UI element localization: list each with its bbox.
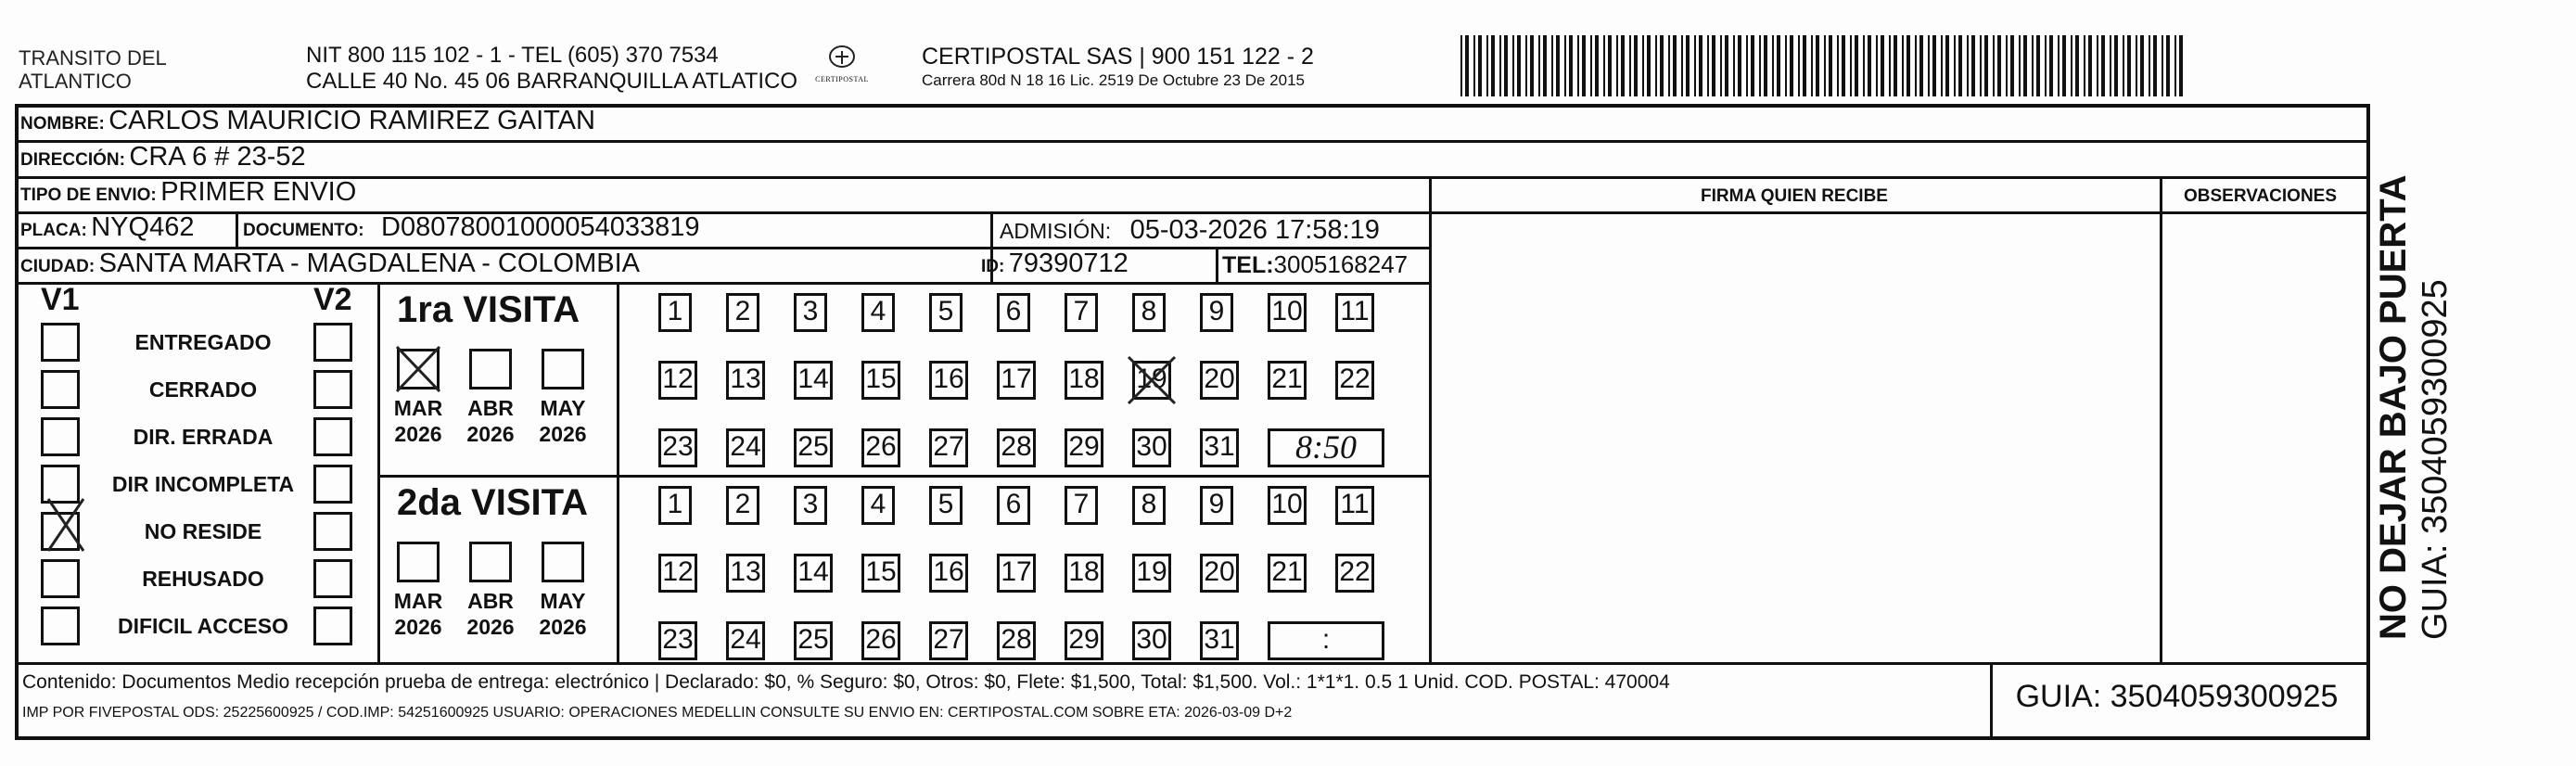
visit1-day-box[interactable]: 28 bbox=[997, 428, 1036, 467]
visit1-day-box[interactable]: 5 bbox=[929, 293, 963, 332]
barcode-bar bbox=[1465, 35, 1469, 96]
barcode-bar bbox=[1894, 35, 1897, 96]
v1-check-mark bbox=[46, 497, 85, 553]
barcode-bar bbox=[1816, 35, 1819, 96]
status-label: DIR INCOMPLETA bbox=[111, 472, 295, 496]
company-line: CERTIPOSTAL SAS | 900 151 122 - 2 bbox=[922, 44, 1314, 70]
visit2-day-box[interactable]: 27 bbox=[929, 621, 968, 660]
visit2-day-box[interactable]: 6 bbox=[997, 486, 1030, 525]
admission-label: ADMISIÓN: bbox=[1000, 219, 1112, 243]
id-label: ID: bbox=[981, 257, 1005, 276]
barcode-bar bbox=[1478, 35, 1482, 96]
visit1-day-box[interactable]: 26 bbox=[861, 428, 900, 467]
barcode-bar bbox=[1759, 35, 1761, 96]
visit1-day-box[interactable]: 23 bbox=[658, 428, 697, 467]
barcode-bar bbox=[2032, 35, 2034, 96]
barcode-bar bbox=[1694, 35, 1696, 96]
visit1-day-box[interactable]: 9 bbox=[1200, 293, 1233, 332]
visit2-month-checkbox[interactable] bbox=[469, 542, 512, 582]
city-field bbox=[20, 249, 640, 279]
visit2-day-box[interactable]: 8 bbox=[1132, 486, 1166, 525]
barcode-bar bbox=[1997, 35, 2001, 96]
barcode-bar bbox=[1616, 35, 1618, 96]
barcode-bar bbox=[1629, 35, 1631, 96]
barcode-bar bbox=[1525, 35, 1527, 96]
org-name-line1: TRANSITO DEL bbox=[19, 46, 167, 70]
company-address: Carrera 80d N 18 16 Lic. 2519 De Octubre 23 De 2015 bbox=[922, 71, 1305, 89]
org-name-line2: ATLANTICO bbox=[19, 70, 132, 93]
admission-field bbox=[1000, 215, 1380, 246]
visit2-day-box[interactable]: 4 bbox=[861, 486, 895, 525]
footer-line2: IMP POR FIVEPOSTAL ODS: 25225600925 / COD.IMP: 54251600925 USUARIO: OPERACIONES MEDELLIN CONSULTE SU ENVIO EN: CERTIPOSTAL.COM SOBRE ETA: 2026-03-09 D+2 bbox=[22, 705, 1293, 721]
signature-header: FIRMA QUIEN RECIBE bbox=[1701, 186, 1888, 206]
visit1-day-box[interactable]: 30 bbox=[1132, 428, 1171, 467]
barcode-bar bbox=[2140, 35, 2144, 96]
barcode-bar bbox=[1725, 35, 1728, 96]
visit1-day-box[interactable]: 24 bbox=[726, 428, 765, 467]
barcode-bar bbox=[1668, 35, 1670, 96]
barcode-bar bbox=[2166, 35, 2170, 96]
col-divider bbox=[1990, 662, 1993, 740]
visit2-day-box[interactable]: 30 bbox=[1132, 621, 1171, 660]
visit2-day-box[interactable]: 23 bbox=[658, 621, 697, 660]
barcode-bar bbox=[2162, 35, 2163, 96]
barcode-bar bbox=[1850, 35, 1852, 96]
barcode-bar bbox=[1980, 35, 1982, 96]
barcode-bar bbox=[1655, 35, 1657, 96]
document-label: DOCUMENTO: bbox=[243, 221, 364, 240]
barcode-bar bbox=[2088, 35, 2092, 96]
visit2-day-box[interactable]: 16 bbox=[929, 554, 968, 593]
visit2-day-box[interactable]: 19 bbox=[1132, 554, 1171, 593]
org-info bbox=[306, 43, 797, 95]
visit2-day-box[interactable]: 7 bbox=[1065, 486, 1098, 525]
visit1-month-label bbox=[458, 395, 523, 447]
plate-label: PLACA: bbox=[20, 221, 87, 240]
barcode-bar bbox=[1686, 35, 1690, 96]
barcode-bar bbox=[1733, 35, 1735, 96]
visit2-day-box[interactable]: 29 bbox=[1065, 621, 1103, 660]
visit2-time-box[interactable] bbox=[1268, 621, 1384, 660]
barcode-bar bbox=[1906, 35, 1910, 96]
visit2-month-checkbox[interactable] bbox=[397, 542, 440, 582]
status-label: NO RESIDE bbox=[144, 519, 262, 543]
visit2-day-box[interactable]: 1 bbox=[658, 486, 692, 525]
visit2-day-box[interactable]: 10 bbox=[1268, 486, 1307, 525]
city-value: SANTA MARTA - MAGDALENA - COLOMBIA bbox=[98, 249, 641, 278]
footer-line1: Contenido: Documentos Medio recepción prueba de entrega: electrónico | Declarado: $0, % Seguro: $0, Otros: $0, Flete: $1,500, Total: $1,500. Vol.: 1*1*1. 0.5 1 Unid. COD. POSTAL: 470004 bbox=[22, 671, 1670, 693]
visit1-time-value: 8:50 bbox=[1295, 428, 1357, 466]
name-label: NOMBRE: bbox=[20, 114, 105, 134]
barcode-bar bbox=[1837, 35, 1839, 96]
side-panel bbox=[2372, 121, 2455, 640]
barcode-bar bbox=[2045, 35, 2047, 96]
visit1-day-box[interactable]: 7 bbox=[1065, 293, 1098, 332]
month-name: ABR bbox=[467, 396, 514, 420]
barcode-bar bbox=[1777, 35, 1780, 96]
city-label: CIUDAD: bbox=[20, 257, 96, 276]
visit2-time-value: : bbox=[1321, 624, 1331, 655]
visit1-day-box[interactable]: 16 bbox=[929, 361, 968, 400]
barcode-bar bbox=[2179, 35, 2183, 96]
status-label: DIR. ERRADA bbox=[133, 425, 274, 449]
barcode-bar bbox=[2058, 35, 2060, 96]
barcode-bar bbox=[1517, 35, 1521, 96]
barcode-bar bbox=[1902, 35, 1904, 96]
barcode-bar bbox=[2101, 35, 2105, 96]
visit1-day-box[interactable]: 6 bbox=[997, 293, 1030, 332]
barcode-bar bbox=[2110, 35, 2111, 96]
month-year: 2026 bbox=[466, 422, 515, 446]
barcode-bar bbox=[1868, 35, 1871, 96]
v1-checkbox[interactable] bbox=[41, 323, 80, 362]
barcode-bar bbox=[1772, 35, 1774, 96]
row-divider bbox=[15, 662, 2370, 665]
barcode-bar bbox=[1958, 35, 1962, 96]
visit1-day-box[interactable]: 10 bbox=[1268, 293, 1307, 332]
visit1-day-box[interactable]: 12 bbox=[658, 361, 697, 400]
visit2-day-box[interactable]: 13 bbox=[726, 554, 765, 593]
barcode-bar bbox=[1790, 35, 1793, 96]
barcode-bar bbox=[2019, 35, 2021, 96]
side-warning: NO DEJAR BAJO PUERTA bbox=[2373, 174, 2414, 640]
barcode-bar bbox=[1971, 35, 1975, 96]
barcode-bar bbox=[1556, 35, 1560, 96]
visit1-day-box[interactable]: 17 bbox=[997, 361, 1036, 400]
visit1-month-checkbox[interactable] bbox=[469, 349, 512, 389]
v1-label: V1 bbox=[41, 282, 80, 317]
visit2-day-box[interactable]: 18 bbox=[1065, 554, 1103, 593]
visit2-day-box[interactable]: 26 bbox=[861, 621, 900, 660]
visit1-day-box[interactable]: 27 bbox=[929, 428, 968, 467]
visit2-month-label bbox=[386, 588, 451, 640]
name-row bbox=[20, 106, 595, 136]
nit-line: NIT 800 115 102 - 1 - TEL (605) 370 7534 bbox=[306, 43, 719, 68]
barcode-bar bbox=[1954, 35, 1956, 96]
col-divider bbox=[617, 282, 619, 663]
barcode-bar bbox=[1842, 35, 1845, 96]
barcode-bar bbox=[1751, 35, 1754, 96]
status-label: REHUSADO bbox=[142, 567, 264, 591]
visit2-day-box[interactable]: 31 bbox=[1200, 621, 1239, 660]
visit1-day-box[interactable]: 14 bbox=[794, 361, 833, 400]
barcode-bar bbox=[1569, 35, 1573, 96]
barcode-bar bbox=[1608, 35, 1612, 96]
month-year: 2026 bbox=[539, 615, 587, 639]
document-value: D08078001000054033819 bbox=[381, 212, 700, 242]
v1-checkbox[interactable] bbox=[41, 370, 80, 409]
barcode-bar bbox=[1798, 35, 1800, 96]
id-value: 79390712 bbox=[1008, 249, 1129, 278]
footer-guia: GUIA: 3504059300925 bbox=[2015, 679, 2339, 714]
barcode-bar bbox=[1647, 35, 1651, 96]
barcode-bar bbox=[1824, 35, 1826, 96]
status-label: ENTREGADO bbox=[134, 330, 272, 354]
row-divider bbox=[15, 140, 2370, 143]
row-divider bbox=[15, 176, 2370, 179]
visit1-month-check-mark bbox=[395, 345, 441, 393]
barcode bbox=[1460, 35, 2184, 96]
status-label: CERRADO bbox=[148, 377, 258, 402]
barcode-bar bbox=[1720, 35, 1722, 96]
barcode-bar bbox=[1603, 35, 1605, 96]
type-value: PRIMER ENVIO bbox=[160, 177, 357, 207]
barcode-bar bbox=[1967, 35, 1969, 96]
visit1-title: 1ra VISITA bbox=[397, 289, 580, 330]
month-name: MAR bbox=[393, 396, 443, 420]
month-year: 2026 bbox=[394, 615, 442, 639]
visit2-day-box[interactable]: 9 bbox=[1200, 486, 1233, 525]
side-guia: GUIA: 3504059300925 bbox=[2416, 279, 2455, 640]
barcode-bar bbox=[2123, 35, 2124, 96]
barcode-bar bbox=[1803, 35, 1806, 96]
id-field bbox=[981, 249, 1129, 279]
barcode-bar bbox=[1811, 35, 1813, 96]
barcode-bar bbox=[1473, 35, 1475, 96]
tel-label: TEL: bbox=[1222, 252, 1274, 278]
barcode-bar bbox=[1876, 35, 1878, 96]
barcode-bar bbox=[1889, 35, 1891, 96]
name-value: CARLOS MAURICIO RAMIREZ GAITAN bbox=[108, 106, 595, 135]
visit1-day-box[interactable]: 18 bbox=[1065, 361, 1103, 400]
barcode-bar bbox=[1673, 35, 1677, 96]
address-value: CRA 6 # 23-52 bbox=[129, 142, 306, 172]
visit2-month-checkbox[interactable] bbox=[542, 542, 584, 582]
visit1-day-box[interactable]: 15 bbox=[861, 361, 900, 400]
visit2-day-box[interactable]: 24 bbox=[726, 621, 765, 660]
barcode-bar bbox=[1863, 35, 1865, 96]
visit2-day-box[interactable]: 25 bbox=[794, 621, 833, 660]
visit1-day-box[interactable]: 21 bbox=[1268, 361, 1307, 400]
col-divider bbox=[236, 211, 238, 248]
visit1-day-box[interactable]: 31 bbox=[1200, 428, 1239, 467]
visit1-day-box[interactable]: 25 bbox=[794, 428, 833, 467]
visit1-day-box[interactable]: 13 bbox=[726, 361, 765, 400]
barcode-bar bbox=[1699, 35, 1702, 96]
barcode-bar bbox=[1512, 35, 1514, 96]
barcode-bar bbox=[1681, 35, 1683, 96]
month-name: MAR bbox=[393, 589, 443, 613]
v2-label: V2 bbox=[313, 282, 352, 317]
barcode-bar bbox=[1491, 35, 1495, 96]
visit2-title: 2da VISITA bbox=[397, 482, 588, 523]
barcode-bar bbox=[1621, 35, 1625, 96]
barcode-bar bbox=[2023, 35, 2027, 96]
address-line: CALLE 40 No. 45 06 BARRANQUILLA ATLATICO bbox=[306, 69, 798, 94]
plate-value: NYQ462 bbox=[91, 212, 195, 242]
barcode-bar bbox=[1543, 35, 1547, 96]
company-info bbox=[922, 43, 1314, 91]
month-name: ABR bbox=[467, 589, 514, 613]
visit1-day-box[interactable]: 8 bbox=[1132, 293, 1166, 332]
month-year: 2026 bbox=[394, 422, 442, 446]
barcode-bar bbox=[2062, 35, 2066, 96]
address-label: DIRECCIÓN: bbox=[20, 150, 125, 170]
barcode-image bbox=[1460, 35, 2184, 96]
barcode-bar bbox=[1590, 35, 1592, 96]
barcode-bar bbox=[1712, 35, 1715, 96]
barcode-bar bbox=[1881, 35, 1884, 96]
visit2-day-box[interactable]: 15 bbox=[861, 554, 900, 593]
barcode-bar bbox=[2136, 35, 2137, 96]
barcode-bar bbox=[1738, 35, 1741, 96]
visit2-day-box[interactable]: 12 bbox=[658, 554, 697, 593]
barcode-bar bbox=[1460, 35, 1462, 96]
barcode-bar bbox=[2127, 35, 2131, 96]
col-divider bbox=[1429, 176, 1432, 663]
col-divider bbox=[2160, 176, 2162, 663]
visit1-day-check-mark bbox=[1127, 355, 1177, 405]
barcode-bar bbox=[1785, 35, 1787, 96]
barcode-bar bbox=[1928, 35, 1930, 96]
document-field bbox=[243, 212, 700, 243]
barcode-bar bbox=[2174, 35, 2176, 96]
visit2-day-box[interactable]: 3 bbox=[794, 486, 827, 525]
observations-header: OBSERVACIONES bbox=[2183, 186, 2338, 206]
visit2-day-box[interactable]: 14 bbox=[794, 554, 833, 593]
visit1-month-label bbox=[386, 395, 451, 447]
barcode-bar bbox=[2071, 35, 2072, 96]
plate-field bbox=[20, 212, 194, 243]
month-year: 2026 bbox=[466, 615, 515, 639]
barcode-bar bbox=[2097, 35, 2098, 96]
month-name: MAY bbox=[540, 396, 586, 420]
barcode-bar bbox=[1984, 35, 1988, 96]
visit1-day-box[interactable]: 1 bbox=[658, 293, 692, 332]
barcode-bar bbox=[1915, 35, 1917, 96]
logo-icon bbox=[823, 45, 861, 70]
v1-checkbox[interactable] bbox=[41, 606, 80, 645]
barcode-bar bbox=[1764, 35, 1767, 96]
visit1-day-box[interactable]: 3 bbox=[794, 293, 827, 332]
visit1-day-box[interactable]: 2 bbox=[726, 293, 759, 332]
barcode-bar bbox=[1564, 35, 1566, 96]
barcode-bar bbox=[1551, 35, 1553, 96]
barcode-bar bbox=[1504, 35, 1508, 96]
barcode-bar bbox=[1634, 35, 1638, 96]
v1-checkbox[interactable] bbox=[41, 559, 80, 598]
logo-text: CERTIPOSTAL bbox=[815, 75, 869, 83]
visit2-day-box[interactable]: 5 bbox=[929, 486, 963, 525]
barcode-bar bbox=[1932, 35, 1936, 96]
type-row bbox=[20, 177, 356, 208]
barcode-bar bbox=[2153, 35, 2157, 96]
month-name: MAY bbox=[540, 589, 586, 613]
barcode-bar bbox=[2149, 35, 2150, 96]
address-row bbox=[20, 142, 306, 172]
barcode-bar bbox=[1577, 35, 1579, 96]
org-name bbox=[19, 46, 167, 93]
admission-value: 05-03-2026 17:58:19 bbox=[1129, 215, 1380, 245]
visit2-day-box[interactable]: 22 bbox=[1335, 554, 1374, 593]
barcode-bar bbox=[2049, 35, 2053, 96]
row-divider bbox=[377, 475, 1430, 478]
barcode-bar bbox=[1582, 35, 1586, 96]
col-divider bbox=[377, 282, 380, 663]
visit2-day-box[interactable]: 28 bbox=[997, 621, 1036, 660]
visit1-day-box[interactable]: 22 bbox=[1335, 361, 1374, 400]
barcode-bar bbox=[1707, 35, 1709, 96]
v1-checkbox[interactable] bbox=[41, 417, 80, 456]
barcode-bar bbox=[1499, 35, 1501, 96]
tel-value: 3005168247 bbox=[1273, 250, 1409, 278]
barcode-bar bbox=[1945, 35, 1949, 96]
barcode-bar bbox=[2036, 35, 2040, 96]
barcode-bar bbox=[2114, 35, 2118, 96]
barcode-bar bbox=[1829, 35, 1832, 96]
visit2-month-label bbox=[458, 588, 523, 640]
visit1-day-box[interactable]: 4 bbox=[861, 293, 895, 332]
visit2-day-box[interactable]: 11 bbox=[1335, 486, 1374, 525]
barcode-bar bbox=[1993, 35, 1995, 96]
barcode-bar bbox=[1486, 35, 1488, 96]
visit2-day-box[interactable]: 21 bbox=[1268, 554, 1307, 593]
barcode-bar bbox=[1530, 35, 1534, 96]
visit2-day-box[interactable]: 20 bbox=[1200, 554, 1239, 593]
visit2-month-label bbox=[530, 588, 595, 640]
visit2-day-box[interactable]: 17 bbox=[997, 554, 1036, 593]
visit2-day-box[interactable]: 2 bbox=[726, 486, 759, 525]
barcode-bar bbox=[1941, 35, 1943, 96]
barcode-bar bbox=[1746, 35, 1748, 96]
visit1-day-box[interactable]: 29 bbox=[1065, 428, 1103, 467]
visit1-month-checkbox[interactable] bbox=[542, 349, 584, 389]
barcode-bar bbox=[1855, 35, 1858, 96]
barcode-bar bbox=[2006, 35, 2008, 96]
status-label: DIFICIL ACCESO bbox=[117, 614, 288, 638]
visit1-day-box[interactable]: 19 bbox=[1132, 361, 1171, 400]
visit1-time-box[interactable] bbox=[1268, 428, 1384, 467]
barcode-bar bbox=[1595, 35, 1599, 96]
col-divider bbox=[1216, 247, 1218, 283]
barcode-bar bbox=[2084, 35, 2085, 96]
barcode-bar bbox=[1642, 35, 1644, 96]
month-year: 2026 bbox=[539, 422, 587, 446]
visit1-month-label bbox=[530, 395, 595, 447]
certipostal-logo bbox=[805, 45, 879, 83]
type-label: TIPO DE ENVIO: bbox=[20, 185, 157, 205]
row-divider bbox=[1429, 211, 2360, 214]
barcode-bar bbox=[1919, 35, 1923, 96]
tel-field bbox=[1222, 250, 1408, 279]
visit1-day-box[interactable]: 11 bbox=[1335, 293, 1374, 332]
barcode-bar bbox=[1660, 35, 1664, 96]
visit1-day-box[interactable]: 20 bbox=[1200, 361, 1239, 400]
barcode-bar bbox=[2075, 35, 2079, 96]
barcode-bar bbox=[2010, 35, 2014, 96]
barcode-bar bbox=[1538, 35, 1540, 96]
